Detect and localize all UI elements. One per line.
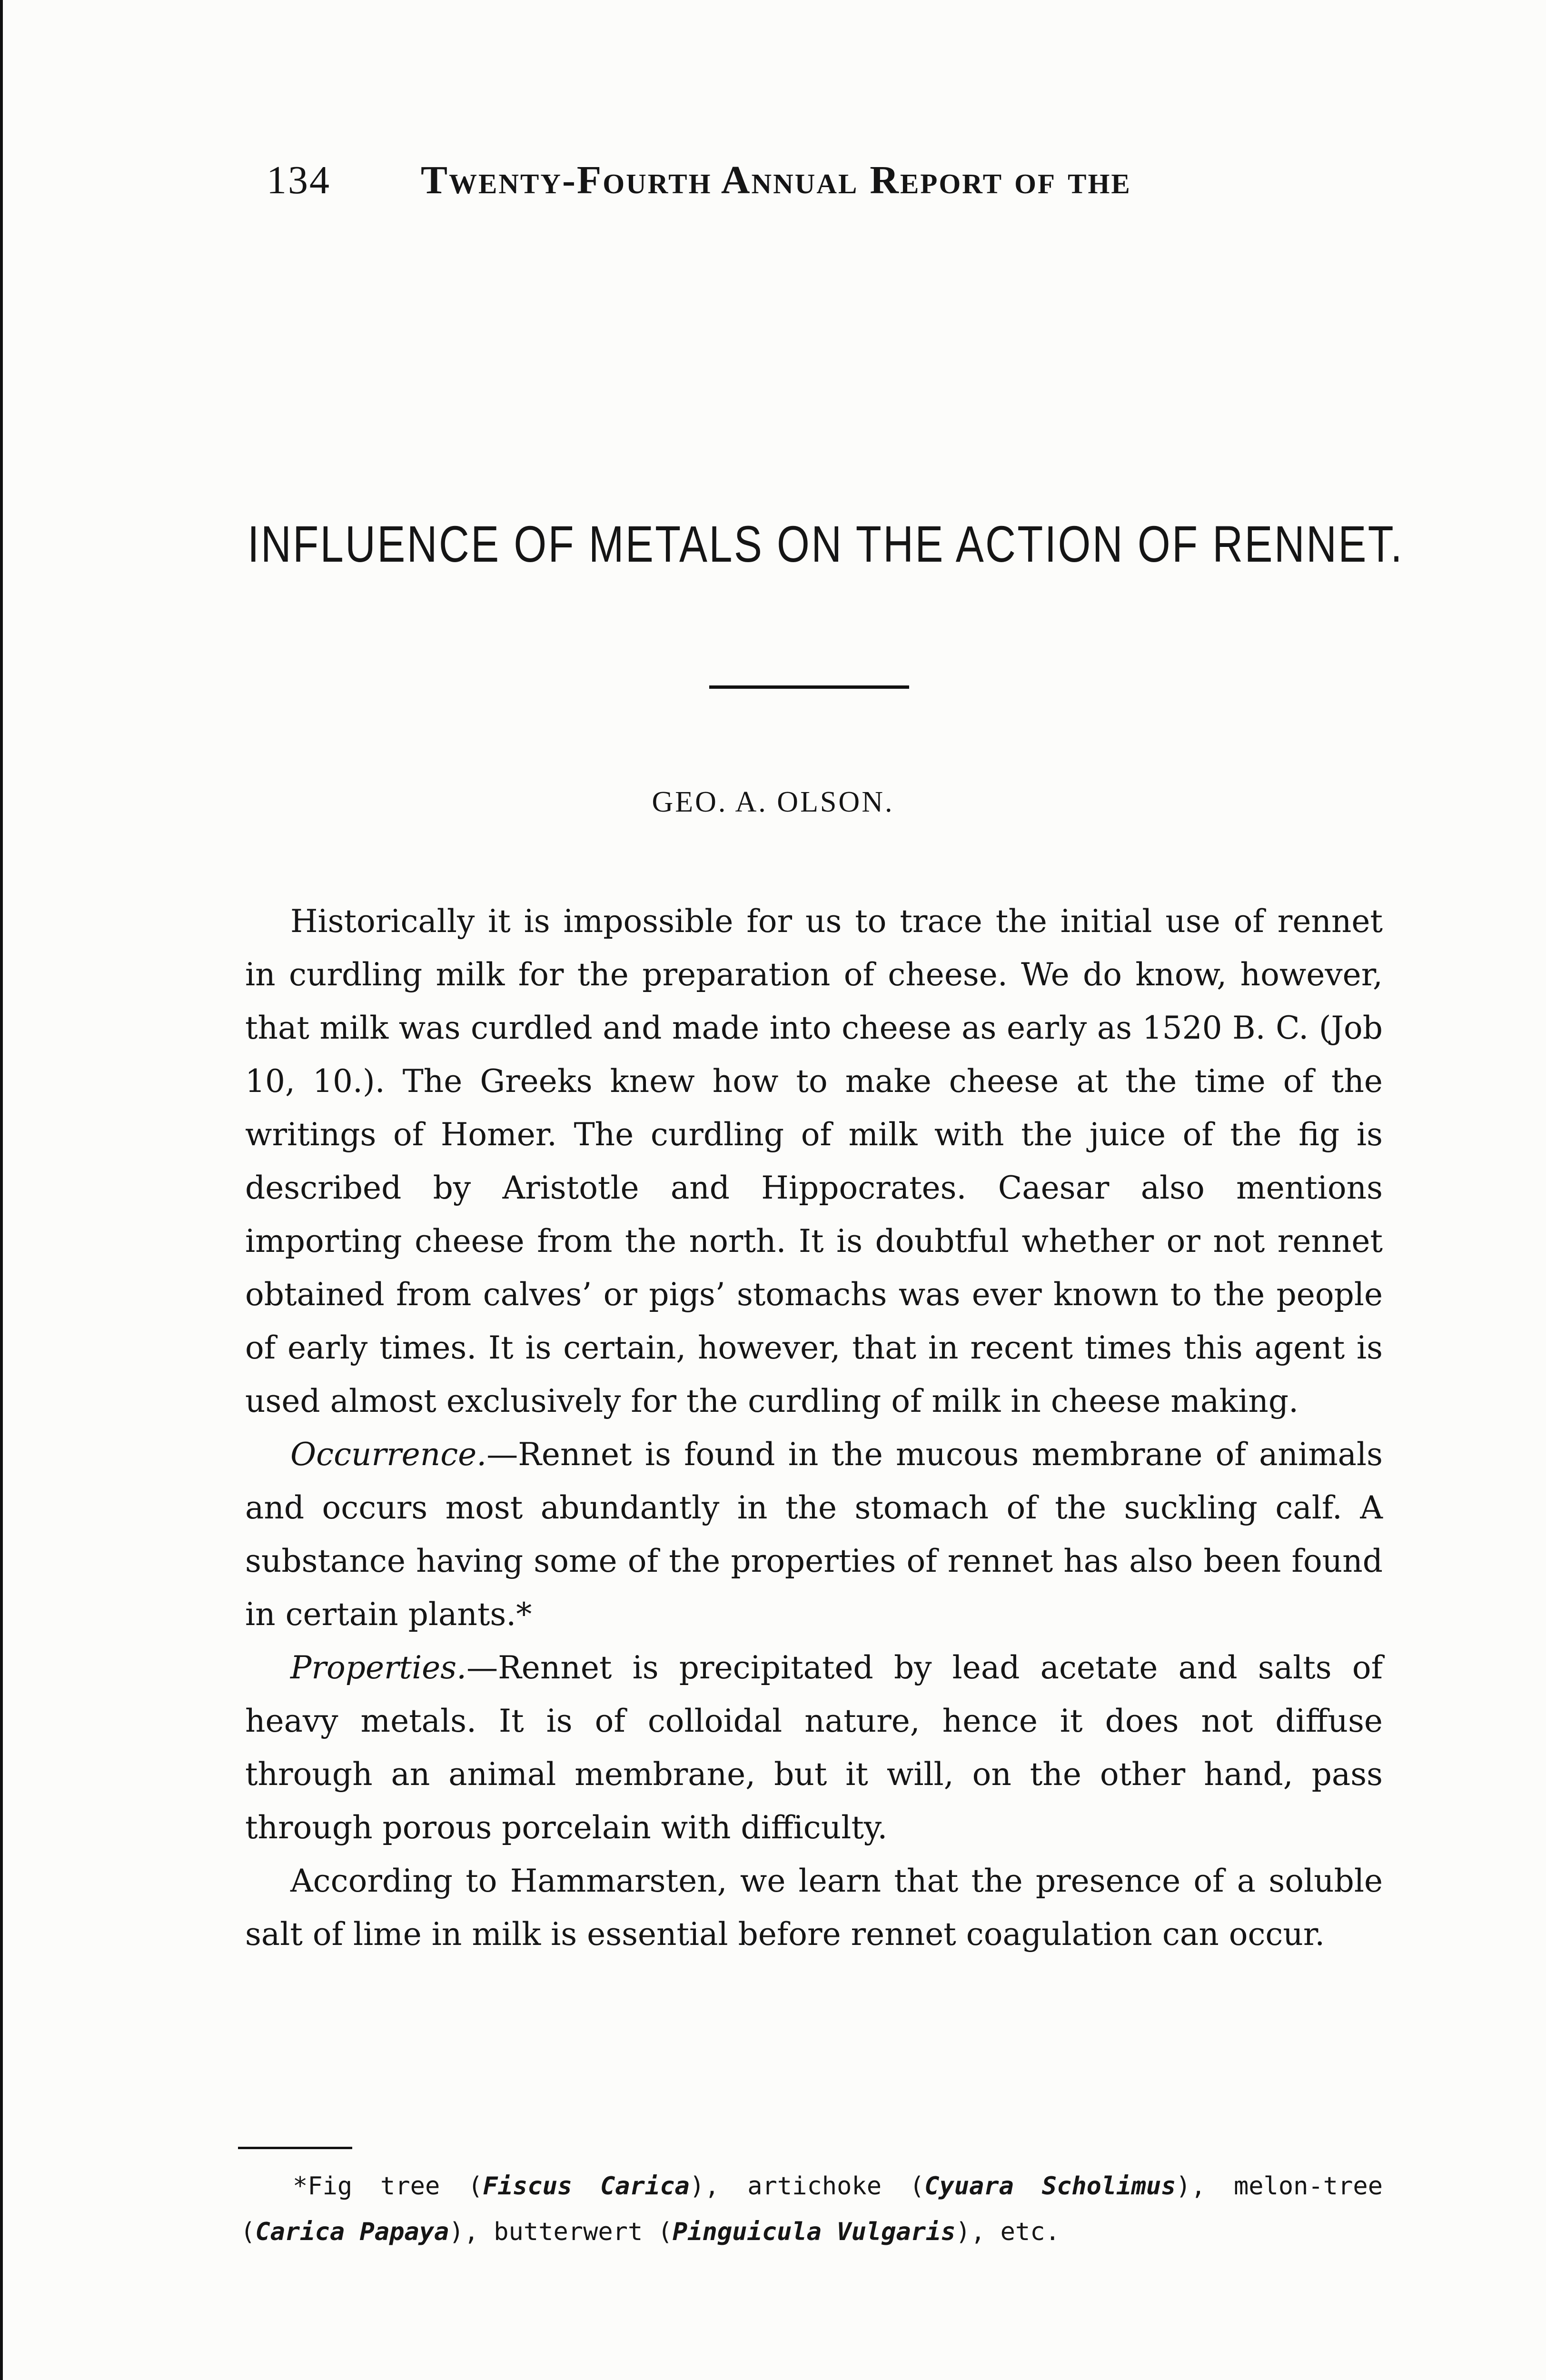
footnote-fig-latin: Fiscus Carica <box>483 2172 690 2201</box>
properties-text: —Rennet is precipitated by lead acetate and salts of heavy metals. It is of colloidal nature, hence it does not diffuse through an animal membrane, but it will, on the other hand, pass through porous porcelain with difficulty. <box>245 1649 1383 1846</box>
occurrence-text: —Rennet is found in the mucous membrane of animals and occurs most abundantly in the stomach of the suckling calf. A substance having some of the properties of rennet has also been found in certain plants.* <box>245 1436 1383 1633</box>
footnote-text-1: Fig tree ( <box>307 2172 483 2201</box>
footnote-rule <box>238 2147 352 2149</box>
paragraph-intro: Historically it is impossible for us to trace the initial use of rennet in curdling milk for the preparation of cheese. We do know, however, that milk was curdled and made into cheese as early as 1520 B. C. (Job 10, 10.). The Greeks knew how to make cheese at the time of the writings of Homer. The curdling of milk with the juice of the fig is described by Aristotle and Hippocrates. Caesar also mentions importing cheese from the north. It is doubtful whether or not rennet obtained from calves’ or pigs’ stomachs was ever known to the people of early times. It is certain, however, that in recent times this agent is used almost exclusively for the curdling of milk in cheese making. <box>245 903 1383 1419</box>
footnote-artichoke-latin: Cyuara Scholimus <box>924 2172 1176 2201</box>
running-title: Twenty-Fourth Annual Report of the <box>421 158 1131 202</box>
article-title: INFLUENCE OF METALS ON THE ACTION OF RENNET. <box>248 515 1404 573</box>
footnote-text-5: ), etc. <box>955 2218 1060 2246</box>
footnote <box>240 2163 1383 2255</box>
paragraph-occurrence <box>245 1428 1383 1641</box>
author-byline: GEO. A. OLSON. <box>652 786 894 818</box>
page-edge-left <box>0 0 3 2380</box>
footnote-text-2: ), artichoke ( <box>689 2172 925 2201</box>
footnote-melon-latin: Carica Papaya <box>255 2218 449 2246</box>
page-number: 134 <box>267 158 331 202</box>
footnote-text-3: ), melon-tree ( <box>240 2172 1383 2246</box>
paragraph-hammarsten: According to Hammarsten, we learn that the presence of a soluble salt of lime in milk is essential before rennet coagulation can occur. <box>245 1863 1383 1953</box>
running-header <box>267 157 1361 203</box>
footnote-text-4: ), butterwert ( <box>449 2218 673 2246</box>
article-body <box>245 895 1383 1961</box>
title-rule <box>709 685 909 689</box>
footnote-marker: * <box>293 2172 308 2201</box>
paragraph-properties <box>245 1641 1383 1854</box>
footnote-butterwort-latin: Pinguicula Vulgaris <box>672 2218 956 2246</box>
occurrence-heading: Occurrence. <box>290 1436 487 1473</box>
properties-heading: Properties. <box>290 1649 467 1686</box>
